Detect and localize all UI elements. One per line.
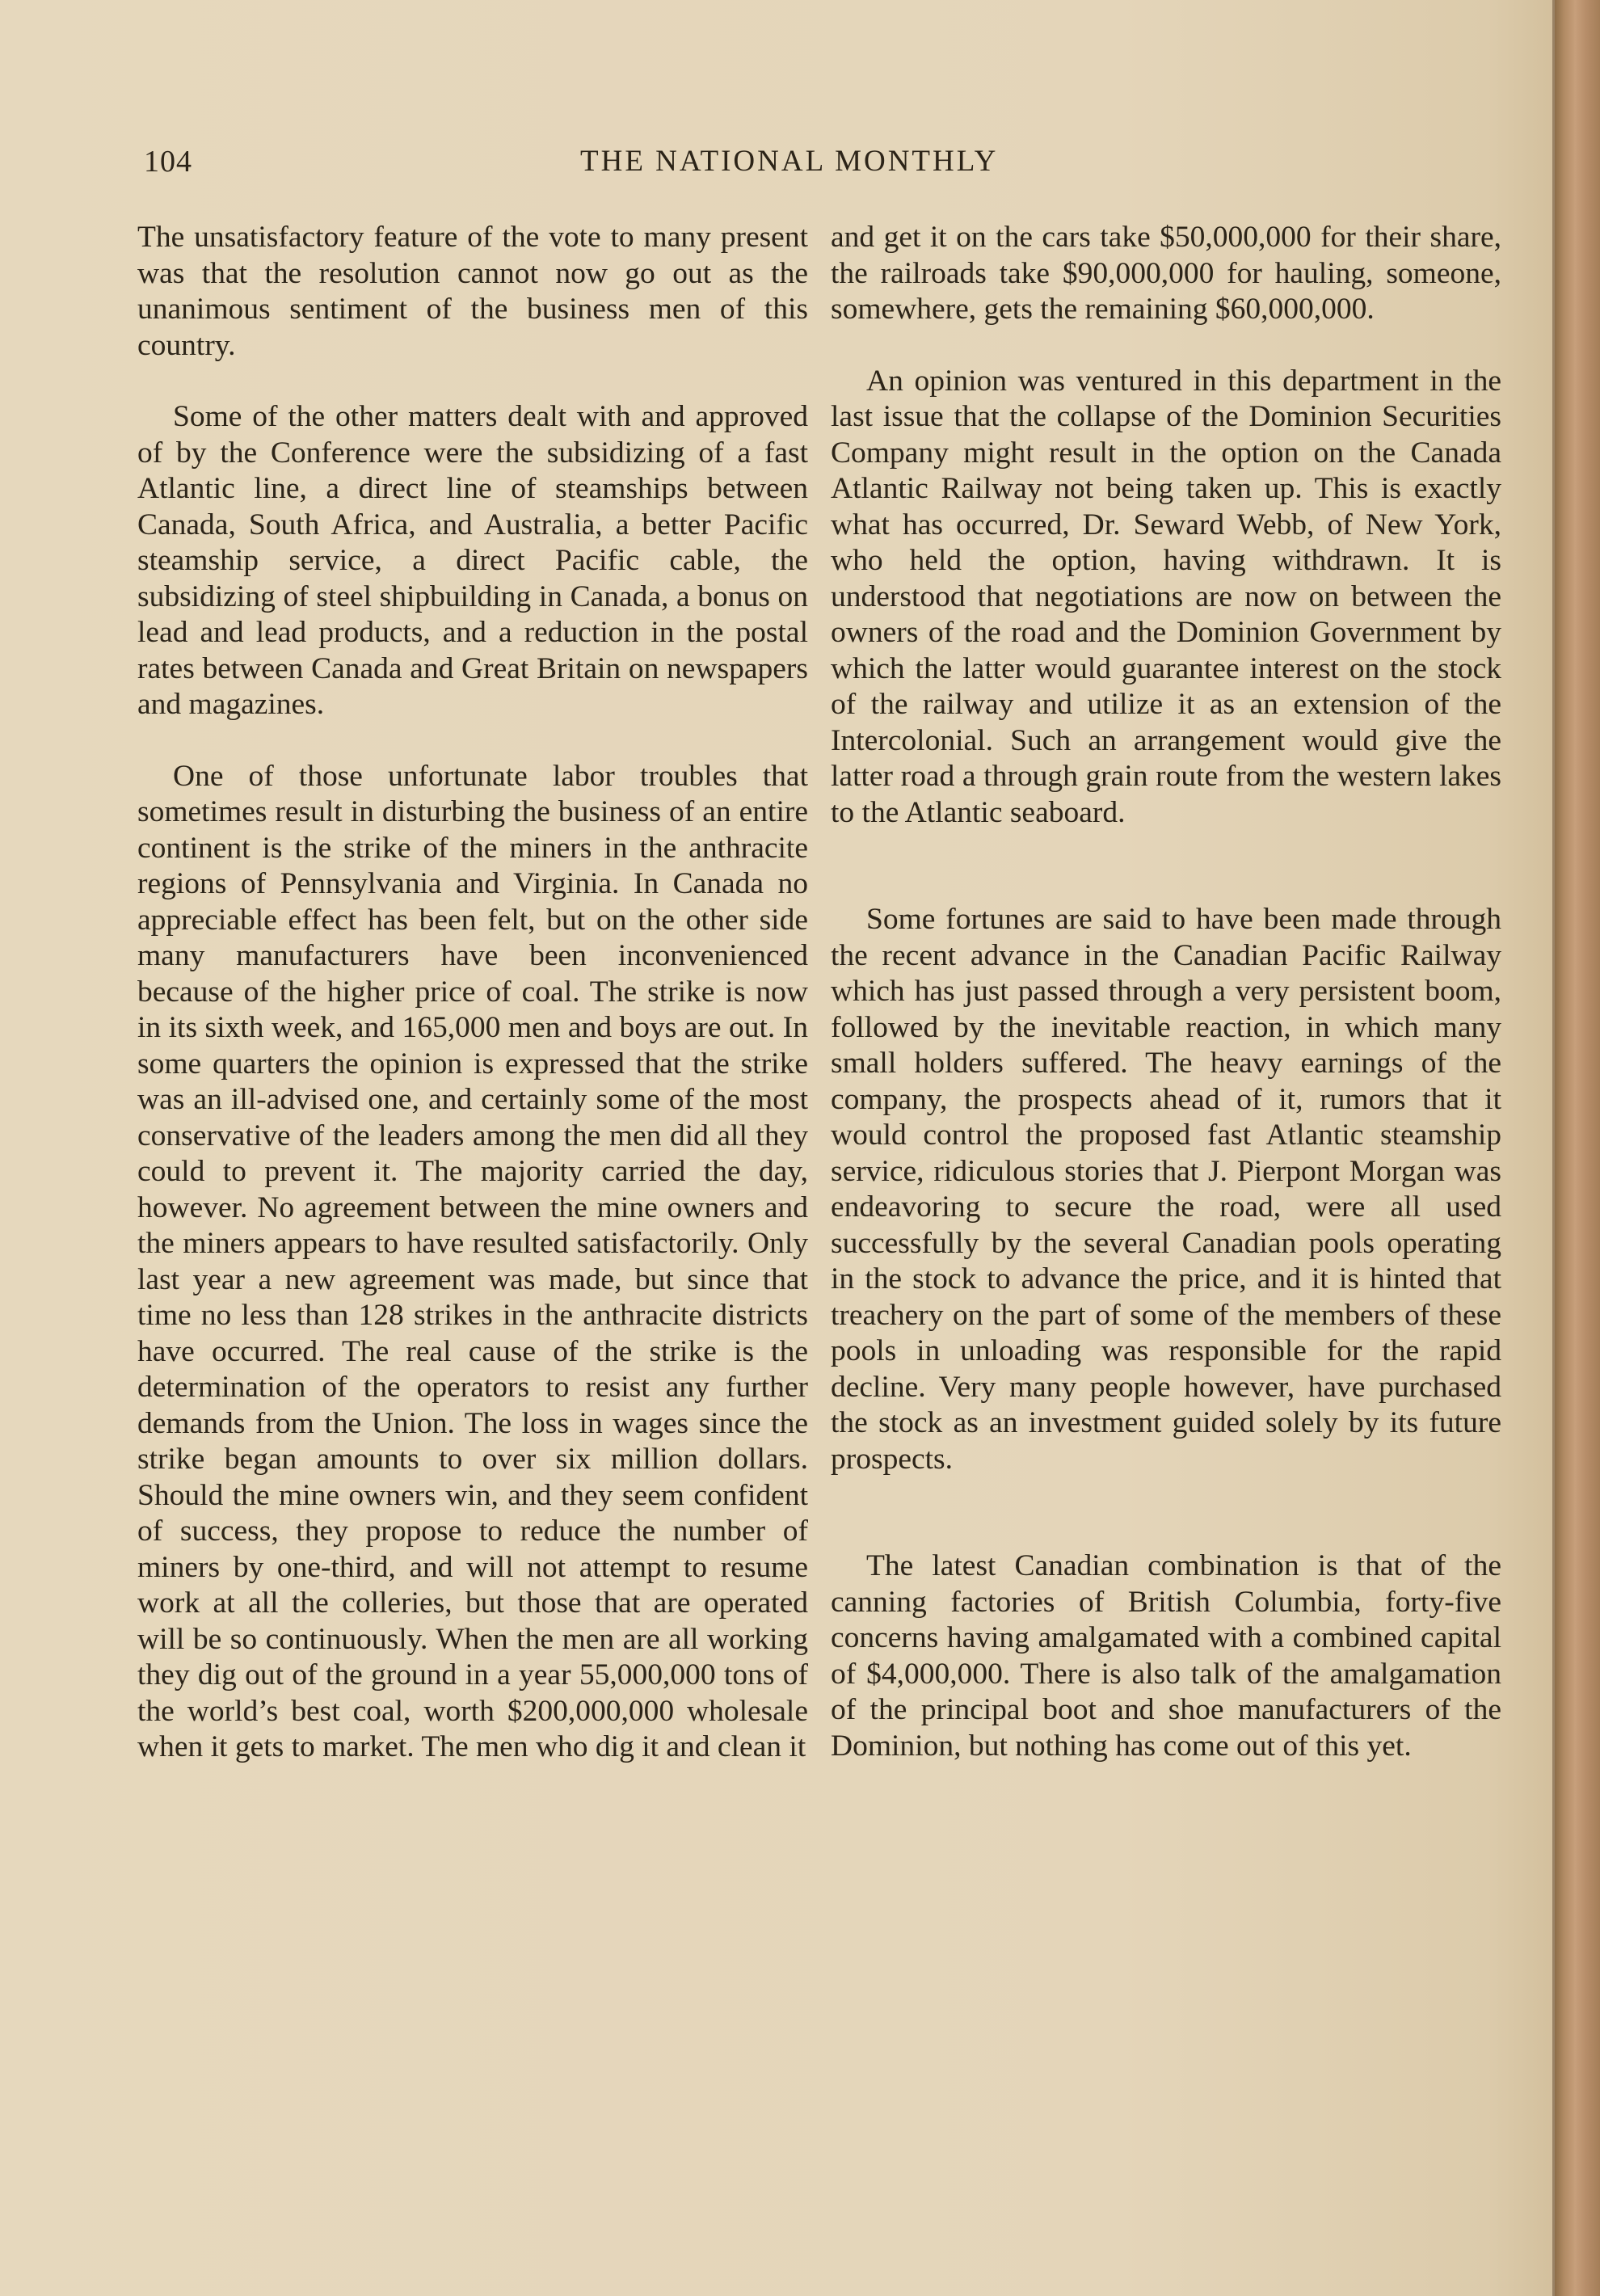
paragraph-canadian-pacific-fortunes: Some fortunes are said to have been made through the recent advance in the Canadian Pacific Railway which has just passed through a very persistent boom, followed by the inevitable reaction, in which many small holders suffered. The heavy earnings of the company, the prospects ahead of it, rumors that it would control the proposed fast Atlantic steamship service, ridiculous stories that J. Pierpont Morgan was endeavoring to secure the road, were all used successfully by the several Canadian pools operating in the stock to advance the price, and it is hinted that treachery on the part of some of the members of these pools in unloading was responsible for the rapid decline. Very many people however, have purchased the stock as an investment guided solely by its future prospects. bbox=[831, 903, 1501, 1476]
left-column bbox=[137, 220, 808, 1801]
paragraph-conference-matters: Some of the other matters dealt with and approved of by the Conference were the subsidizing of a fast Atlantic line, a direct line of steamships between Canada, South Africa, and Australia, a better Pacific steamship service, a direct Pacific cable, the subsidizing of steel shipbuilding in Canada, a bonus on lead and lead products, and a reduction in the postal rates between Canada and Great Britain on newspapers and magazines. bbox=[137, 400, 808, 721]
paragraph-vote: The unsatisfactory feature of the vote to many present was that the resolution cannot now go out as the unanimous sentiment of the business men of this country. bbox=[137, 221, 808, 362]
running-title: THE NATIONAL MONTHLY bbox=[580, 145, 999, 178]
paragraph-strike-continued: and get it on the cars take $50,000,000 for their share, the railroads take $90,000,000 for hauling, someone, somewhere, gets the remaining $60,000,000. bbox=[831, 221, 1501, 326]
paragraph-canning-combination: The latest Canadian combination is that of the canning factories of British Columbia, forty-five concerns having amalgamated with a combined capital of $4,000,000. There is also talk of the amalgamation of the principal boot and shoe manufacturers of the Dominion, but nothing has come out of this yet. bbox=[831, 1549, 1501, 1763]
right-column bbox=[831, 220, 1501, 1800]
page-number: 104 bbox=[144, 145, 192, 179]
book-spine-edge bbox=[1555, 0, 1600, 2296]
page-header bbox=[144, 144, 1065, 192]
paragraph-miners-strike: One of those unfortunate labor troubles that sometimes result in disturbing the business of an entire continent is the strike of the miners in the anthracite regions of Pennsylvania and Virginia. In Canada no appreciable effect has been felt, but on the other side many manufacturers have been inconvenienced because of the higher price of coal. The strike is now in its sixth week, and 165,000 men and boys are out. In some quarters the opinion is expressed that the strike was an ill-advised one, and certainly some of the most conservative of the leaders among the men did all they could to prevent it. The majority carried the day, however. No agreement between the mine owners and the miners appears to have resulted satisfactorily. Only last year a new agreement was made, but since that time no less than 128 strikes in the anthracite districts have occurred. The real cause of the strike is the determination of the operators to resist any further demands from the Union. The loss in wages since the strike began amounts to over six million dollars. Should the mine owners win, and they seem confident of success, they propose to reduce the number of miners by one-third, and will not attempt to resume work at all the colleries, but those that are operated will be so continuously. When the men are all working they dig out of the ground in a year 55,000,000 tons of the world’s best coal, worth $200,000,000 wholesale when it gets to market. The men who dig it and clean it bbox=[137, 759, 808, 1763]
paragraph-canada-atlantic-railway: An opinion was ventured in this department in the last issue that the collapse of the Dominion Securities Company might result in the option on the Canada Atlantic Railway not being taken up. This is exactly what has occurred, Dr. Seward Webb, of New York, who held the option, having withdrawn. It is understood that negotiations are now on between the owners of the road and the Dominion Government by which the latter would guarantee interest on the stock of the railway and utilize it as an extension of the Intercolonial. Such an arrangement would give the latter road a through grain route from the western lakes to the Atlantic seaboard. bbox=[831, 364, 1501, 829]
